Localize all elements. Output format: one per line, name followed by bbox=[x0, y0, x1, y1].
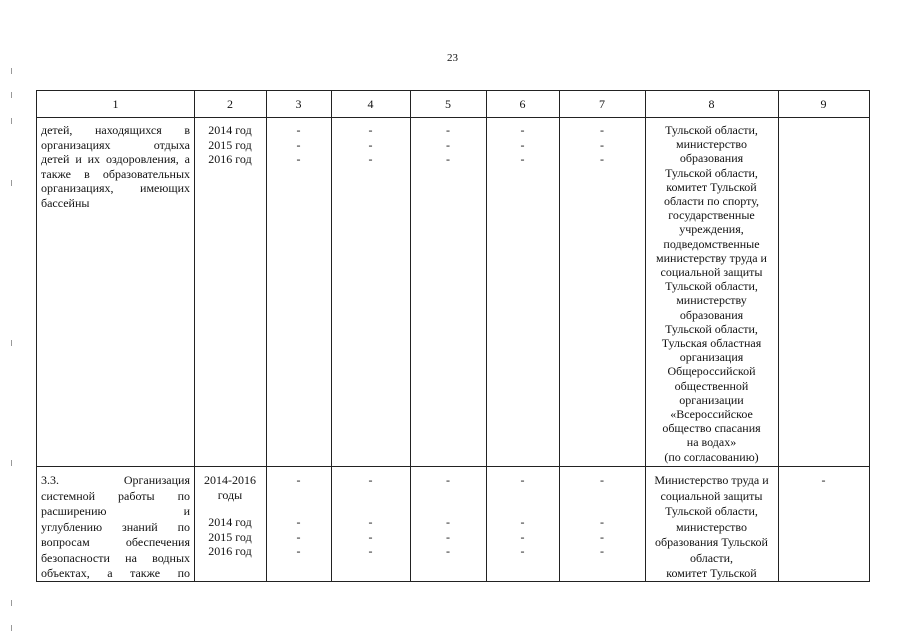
responsible-line: комитет Тульской bbox=[666, 566, 757, 580]
header-col-5: 5 bbox=[445, 97, 451, 111]
responsible-line: общественной bbox=[674, 378, 749, 393]
header-col-7: 7 bbox=[599, 97, 605, 111]
responsible-line: организация bbox=[679, 350, 744, 365]
row2-col9: - bbox=[821, 473, 826, 487]
responsible-line: министерству труда и bbox=[656, 250, 767, 265]
responsible-line: министерству bbox=[676, 293, 747, 308]
responsible-line: области, bbox=[689, 550, 734, 565]
responsible-line: министерство bbox=[676, 519, 747, 534]
responsible-line: подведомственные bbox=[663, 236, 760, 251]
row1-years: 2014 год 2015 год 2016 год bbox=[208, 123, 252, 166]
scan-edge-marks bbox=[11, 40, 13, 640]
row2-col7-values: - - - bbox=[600, 515, 604, 558]
responsible-line: Тульской области, bbox=[665, 279, 758, 294]
row2-col5-values: - - - bbox=[446, 515, 450, 558]
row2-responsible bbox=[647, 473, 776, 582]
header-col-4: 4 bbox=[367, 97, 374, 111]
responsible-line: области по спорту, bbox=[663, 194, 759, 209]
responsible-line: комитет Тульской bbox=[666, 179, 757, 194]
responsible-line: общество спасания bbox=[662, 421, 761, 436]
responsible-line: учреждения, bbox=[679, 222, 744, 237]
row2-col7-top: - bbox=[600, 473, 604, 487]
header-col-3: 3 bbox=[295, 97, 302, 111]
page-number: 23 bbox=[447, 52, 458, 64]
row1-description: детей, находящихся в организациях отдыха детей и их оздоровления, а также в образовательных организациях, имеющих бассейны bbox=[41, 123, 190, 210]
row1-col7-values: - - - bbox=[600, 123, 604, 166]
row2-col4-values: - - - bbox=[368, 515, 373, 558]
header-col-8: 8 bbox=[708, 97, 715, 111]
responsible-line: (по согласованию) bbox=[664, 449, 759, 464]
responsible-line: государственные bbox=[668, 208, 755, 223]
responsible-line: Тульской области, bbox=[665, 165, 758, 180]
header-col-6: 6 bbox=[519, 97, 526, 111]
row2-col3-values: - - - bbox=[296, 515, 301, 558]
responsible-line: министерство bbox=[676, 137, 747, 152]
responsible-line: социальной защиты bbox=[660, 488, 763, 503]
row1-col3-values: - - - bbox=[296, 123, 301, 166]
header-col-9: 9 bbox=[820, 97, 827, 111]
row2-col4-top: - bbox=[368, 473, 373, 487]
row1-col6-values: - - - bbox=[520, 123, 525, 166]
responsible-line: образования bbox=[679, 151, 744, 166]
row1-col4-values: - - - bbox=[368, 123, 373, 166]
row2-col6-top: - bbox=[520, 473, 525, 487]
responsible-line: образования bbox=[679, 307, 744, 322]
row1-col5-values: - - - bbox=[446, 123, 450, 166]
row2-period: 2014-2016 годы bbox=[204, 473, 256, 502]
responsible-line: Тульской области, bbox=[665, 321, 758, 336]
row2-col3-top: - bbox=[296, 473, 301, 487]
row1-responsible bbox=[647, 123, 776, 464]
responsible-line: Министерство труда и bbox=[654, 473, 769, 487]
row2-years: 2014 год 2015 год 2016 год bbox=[208, 515, 252, 558]
responsible-line: Тульской области, bbox=[665, 504, 758, 518]
responsible-line: «Всероссийское bbox=[670, 407, 753, 422]
row2-col5-top: - bbox=[446, 473, 450, 487]
row2-col6-values: - - - bbox=[520, 515, 525, 558]
header-col-1: 1 bbox=[112, 97, 119, 111]
responsible-line: социальной защиты bbox=[660, 265, 763, 280]
responsible-line: на водах» bbox=[686, 435, 737, 450]
responsible-line: Тульской области, bbox=[665, 123, 758, 137]
responsible-line: образования Тульской bbox=[655, 535, 768, 549]
responsible-line: Тульская областная bbox=[661, 336, 762, 351]
responsible-line: Общероссийской bbox=[667, 364, 756, 379]
header-col-2: 2 bbox=[227, 97, 233, 111]
row2-description: 3.3. Организация системной работы по расширению и углублению знаний по вопросам обеспечения безопасности на водных объектах, а также по bbox=[41, 473, 190, 580]
responsible-line: организации bbox=[679, 392, 744, 407]
measures-table bbox=[36, 90, 870, 582]
